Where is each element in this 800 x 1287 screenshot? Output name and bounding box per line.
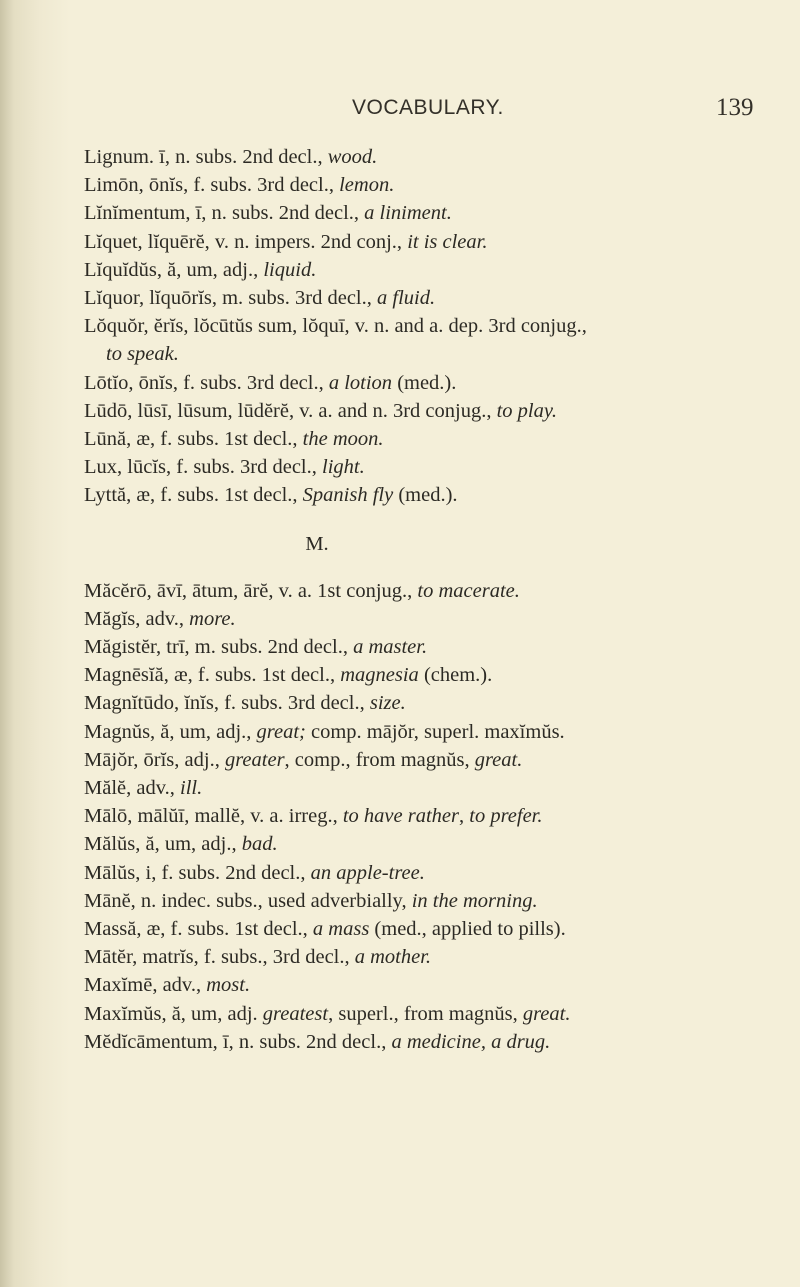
vocab-entry: Lŏquŏr, ĕrĭs, lŏcūtŭs sum, lŏquī, v. n. and a. dep. 3rd conjug., to speak. bbox=[84, 315, 587, 366]
vocab-entry: Lūdō, lūsī, lūsum, lūdĕrĕ, v. a. and n. 3rd conjug., to play. bbox=[84, 399, 557, 422]
vocab-entry: Lignum. ī, n. subs. 2nd decl., wood. bbox=[84, 146, 378, 168]
running-head: VOCABULARY. bbox=[352, 96, 504, 119]
vocab-entry: Mājŏr, ōrĭs, adj., greater, comp., from magnŭs, great. bbox=[84, 748, 523, 771]
section-heading: M. bbox=[305, 532, 329, 555]
vocab-entry: Magnēsĭă, æ, f. subs. 1st decl., magnesia (chem.). bbox=[84, 664, 493, 687]
page-number: 139 bbox=[716, 94, 754, 121]
vocab-entry: Mălĕ, adv., ill. bbox=[84, 777, 203, 800]
vocab-entry: Lĭquĭdŭs, ă, um, adj., liquid. bbox=[84, 258, 317, 281]
vocab-entry: Maxĭmŭs, ă, um, adj. greatest, superl., from magnŭs, great. bbox=[84, 1002, 571, 1025]
vocab-entry: Lōtĭo, ōnĭs, f. subs. 3rd decl., a lotion (med.). bbox=[84, 371, 457, 394]
vocab-entry: Limōn, ōnĭs, f. subs. 3rd decl., lemon. bbox=[84, 174, 395, 197]
vocab-entry: Lūnă, æ, f. subs. 1st decl., the moon. bbox=[84, 428, 384, 451]
vocab-entry: Maxĭmē, adv., most. bbox=[84, 974, 251, 997]
vocab-entry: Măcĕrō, āvī, ātum, ārĕ, v. a. 1st conjug., to macerate. bbox=[84, 579, 520, 602]
vocab-entry: Lyttă, æ, f. subs. 1st decl., Spanish fly (med.). bbox=[84, 484, 458, 507]
vocab-entry: Mĕdĭcāmentum, ī, n. subs. 2nd decl., a medicine, a drug. bbox=[84, 1030, 551, 1053]
vocab-entry: Massă, æ, f. subs. 1st decl., a mass (med., applied to pills). bbox=[84, 918, 566, 941]
vocab-entry: Lĭquet, lĭquērĕ, v. n. impers. 2nd conj., it is clear. bbox=[84, 230, 488, 253]
vocab-entry: Lux, lūcĭs, f. subs. 3rd decl., light. bbox=[84, 456, 365, 479]
vocabulary-list bbox=[84, 143, 784, 1056]
vocab-entry: Mālŭs, i, f. subs. 2nd decl., an apple-tree. bbox=[84, 861, 425, 884]
vocab-entry: Lĭquor, lĭquōrĭs, m. subs. 3rd decl., a fluid. bbox=[84, 287, 436, 310]
vocab-entry: Măgĭs, adv., more. bbox=[84, 607, 236, 630]
vocab-entry: Magnŭs, ă, um, adj., great; comp. mājŏr, superl. maxĭmŭs. bbox=[84, 720, 565, 743]
vocab-entry: Magnĭtūdo, ĭnĭs, f. subs. 3rd decl., size. bbox=[84, 692, 406, 715]
vocab-entry: Mānĕ, n. indec. subs., used adverbially, in the morning. bbox=[84, 889, 538, 912]
vocab-entry: Mātĕr, matrĭs, f. subs., 3rd decl., a mother. bbox=[84, 946, 432, 969]
vocab-entry: Lĭnĭmentum, ī, n. subs. 2nd decl., a liniment. bbox=[84, 202, 452, 225]
section-m bbox=[84, 577, 784, 1056]
vocab-entry: Mālō, mālŭī, mallĕ, v. a. irreg., to have rather, to prefer. bbox=[84, 805, 543, 828]
vocab-entry: Măgistĕr, trī, m. subs. 2nd decl., a master. bbox=[84, 636, 428, 659]
section-l bbox=[84, 143, 784, 510]
vocab-entry: Mălŭs, ă, um, adj., bad. bbox=[84, 833, 278, 856]
page-header bbox=[0, 96, 800, 126]
